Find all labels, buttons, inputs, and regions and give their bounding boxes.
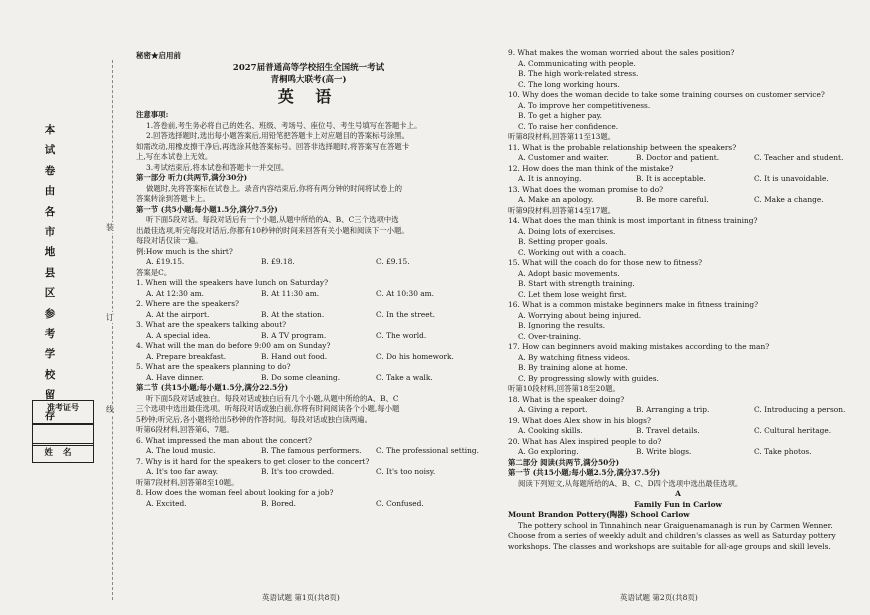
option: A. Giving a report. — [518, 405, 588, 414]
page-footer-left: 英语试题 第1页(共8页) — [262, 593, 340, 602]
listen-instruction: 听第8段材料,回答第11至13题。 — [508, 132, 616, 141]
options — [508, 405, 848, 416]
sec1-desc: 每段对话仅读一遍。 — [136, 236, 203, 245]
question — [136, 278, 481, 299]
question — [508, 258, 848, 300]
binding-char: 各 — [44, 205, 56, 218]
option: B. Bored. — [261, 498, 296, 508]
option: A. By watching fitness videos. — [518, 352, 630, 362]
question-text: 1. When will the speakers have lunch on Saturday? — [136, 278, 329, 287]
option: B. Start with strength training. — [518, 279, 635, 288]
binding-margin — [34, 120, 114, 590]
binding-char: 参 — [44, 307, 56, 320]
question-text: 13. What does the woman promise to do? — [508, 184, 664, 194]
option: A. Prepare breakfast. — [146, 351, 227, 361]
question — [508, 185, 848, 206]
sec2-desc: 听下面5段对话或独白。每段对话或独白后有几个小题,从题中所给的A、B、C — [146, 393, 399, 403]
option: B. At 11:30 am. — [261, 288, 320, 298]
option: B. Do some cleaning. — [261, 372, 341, 382]
option: B. At the station. — [261, 309, 325, 319]
question — [508, 342, 848, 384]
example-options — [136, 257, 481, 268]
sec2-heading: 第二节 (共15小题;每小题1.5分,满分22.5分) — [136, 383, 289, 392]
option: C. £9.15. — [376, 257, 410, 266]
option: B. By training alone at home. — [518, 363, 628, 372]
question-text: 11. What is the probable relationship between the speakers? — [508, 142, 737, 152]
question-text: 7. Why is it hard for the speakers to get closer to the concert? — [136, 456, 370, 466]
option: A. Make an apology. — [518, 195, 594, 204]
option: C. Introducing a person. — [754, 405, 846, 414]
exam-subtitle: 青桐鸣大联考(高一) — [270, 75, 347, 85]
option: B. The famous performers. — [261, 446, 362, 455]
question-text: 20. What has Alex inspired people to do? — [508, 436, 662, 446]
sec2-desc: 5秒钟;听完后,各小题将给出5秒钟的作答时间。每段对话或独白读两遍。 — [136, 414, 372, 424]
options — [136, 331, 481, 342]
question — [508, 164, 848, 185]
option: C. The world. — [376, 330, 427, 340]
passage-line: workshops. The classes and workshops are suitable for all-age groups and skill levels. — [508, 541, 831, 551]
binding-vertical-text — [42, 120, 58, 426]
note-line: 如需改动,用橡皮擦干净后,再选涂其他答案标号。回答非选择题时,将答案写在答题卡 — [136, 141, 410, 151]
question-text: 4. What will the man do before 9:00 am on Sunday? — [136, 341, 331, 350]
option: B. Travel details. — [636, 426, 700, 435]
options — [508, 153, 848, 164]
sec2-desc: 听第6段材料,回答第6、7题。 — [136, 425, 234, 434]
secret-mark: 秘密★启用前 — [136, 51, 181, 60]
option: C. At 10:30 am. — [376, 288, 435, 298]
passage-line: The pottery school in Tinnahinch near Graiguenamanagh is run by Carmen Wenner. — [518, 520, 833, 530]
cut-line — [112, 60, 113, 600]
option: A. To improve her competitiveness. — [518, 100, 651, 110]
option: A. It's too far away. — [146, 467, 219, 476]
binding-char: 本 — [44, 124, 56, 136]
option: C. Over-training. — [518, 331, 581, 341]
question — [508, 437, 848, 458]
binding-char: 考 — [44, 328, 56, 341]
option: C. Confused. — [376, 498, 424, 508]
option: B. The high work-related stress. — [518, 69, 639, 78]
question — [508, 416, 848, 437]
example-answer: 答案是C。 — [136, 267, 172, 277]
question — [136, 436, 481, 457]
option: C. Take a walk. — [376, 372, 433, 382]
passage-subtitle: Mount Brandon Pottery(陶器) School Carlow — [508, 510, 690, 519]
option: C. Teacher and student. — [754, 153, 844, 162]
option: C. Do his homework. — [376, 351, 454, 361]
question-text: 9. What makes the woman worried about the sales position? — [508, 48, 735, 57]
option: C. Working out with a coach. — [518, 247, 627, 257]
binding-char: 卷 — [44, 164, 56, 177]
example-question: 例:How much is the shirt? — [136, 246, 233, 256]
option: A. Excited. — [146, 498, 187, 508]
question-text: 8. How does the woman feel about looking for a job? — [136, 488, 334, 497]
option: A. Worrying about being injured. — [518, 310, 642, 320]
question-text: 5. What are the speakers planning to do? — [136, 362, 291, 371]
question-text: 2. Where are the speakers? — [136, 299, 239, 308]
options — [136, 373, 481, 384]
option: C. In the street. — [376, 309, 435, 319]
question-8 — [136, 488, 481, 509]
part2-heading: 第二部分 阅读(共两节,满分50分) — [508, 457, 620, 467]
option: B. To get a higher pay. — [518, 111, 603, 120]
binding-char: 县 — [44, 266, 56, 279]
option: A. At the airport. — [146, 309, 210, 319]
note-line: 1.答卷前,考生务必将自己的姓名、班级、考场号、座位号、考生号填写在答题卡上。 — [146, 120, 422, 130]
question-text: 12. How does the man think of the mistake? — [508, 163, 674, 173]
option: C. Cultural heritage. — [754, 426, 832, 435]
cut-word-3: 线 — [106, 405, 114, 414]
notes-heading: 注意事项: — [136, 110, 169, 119]
option: A. Customer and waiter. — [518, 153, 609, 162]
option: A. A special idea. — [146, 330, 211, 340]
option: A. It is annoying. — [518, 174, 582, 183]
part1-heading: 第一部分 听力(共两节,满分30分) — [136, 173, 248, 182]
option: A. Communicating with people. — [518, 58, 636, 68]
options — [136, 446, 481, 457]
sec1-desc: 听下面5段对话。每段对话后有一个小题,从题中所给的A、B、C三个选项中选 — [146, 215, 399, 224]
option: B. Be more careful. — [636, 195, 709, 204]
option: A. Adopt basic movements. — [518, 268, 620, 278]
options — [508, 195, 848, 206]
question-text: 3. What are the speakers talking about? — [136, 320, 287, 329]
left-column — [136, 48, 481, 509]
question — [136, 299, 481, 320]
option: A. Have dinner. — [146, 372, 204, 382]
option: C. Make a change. — [754, 195, 824, 204]
binding-char: 市 — [44, 226, 56, 239]
question — [136, 488, 481, 509]
question — [136, 320, 481, 341]
question — [508, 48, 848, 90]
options — [508, 426, 848, 437]
option: A. £19.15. — [146, 257, 185, 266]
option: B. Ignoring the results. — [518, 321, 606, 330]
cut-word-1: 装 — [106, 223, 114, 232]
question — [508, 300, 848, 342]
question-text: 17. How can beginners avoid making mistakes according to the man? — [508, 342, 770, 351]
page-footer-right: 英语试题 第2页(共8页) — [620, 593, 698, 602]
question — [508, 395, 848, 416]
question-text: 16. What is a common mistake beginners make in fitness training? — [508, 300, 759, 309]
option: B. Arranging a trip. — [636, 405, 710, 414]
sec1-heading: 第一节 (共5小题;每小题1.5分,满分7.5分) — [136, 204, 278, 214]
option: B. A TV program. — [261, 330, 327, 340]
question — [508, 216, 848, 258]
question-text: 19. What does Alex show in his blogs? — [508, 415, 651, 425]
note-line: 2.回答选择题时,选出每小题答案后,用铅笔把答题卡上对应题目的答案标号涂黑。 — [146, 131, 410, 140]
right-column — [508, 48, 848, 552]
note-line: 3.考试结束后,将本试卷和答题卡一并交回。 — [146, 162, 289, 172]
binding-char: 地 — [44, 246, 56, 259]
option: B. It is acceptable. — [636, 174, 706, 183]
part1-desc: 答案转涂到答题卡上。 — [136, 194, 210, 203]
option: B. Doctor and patient. — [636, 153, 720, 162]
question-text: 14. What does the man think is most important in fitness training? — [508, 216, 758, 225]
question — [508, 143, 848, 164]
sec2-desc: 三个选项中选出最佳选项。听每段对话或独白前,你将有时间阅读各个小题,每小题 — [136, 404, 400, 413]
part2-desc: 阅读下列短文,从每题所给的A、B、C、D四个选项中选出最佳选项。 — [518, 478, 743, 488]
option: B. Hand out food. — [261, 351, 328, 361]
binding-char: 存 — [44, 409, 56, 422]
options — [136, 310, 481, 321]
question-text: 6. What impressed the man about the concert? — [136, 435, 312, 445]
option: C. By progressing slowly with guides. — [518, 373, 659, 383]
options — [136, 289, 481, 300]
options — [136, 467, 481, 478]
passage-letter: A — [675, 489, 681, 498]
exam-title: 2027届普通高等学校招生全国统一考试 — [232, 62, 385, 73]
option: A. Cooking skills. — [518, 426, 583, 435]
binding-char: 由 — [44, 185, 56, 198]
option: A. At 12:30 am. — [146, 288, 204, 298]
binding-char: 试 — [44, 144, 56, 157]
option: B. It's too crowded. — [261, 467, 335, 476]
options — [136, 499, 481, 510]
exam-id-label: 准考证号 — [32, 400, 94, 424]
binding-char: 留 — [44, 389, 56, 402]
binding-char: 区 — [44, 287, 56, 300]
binding-char: 学 — [44, 348, 56, 361]
listen-instruction: 听第10段材料,回答第18至20题。 — [508, 384, 620, 393]
option: B. Setting proper goals. — [518, 237, 608, 246]
question — [508, 90, 848, 132]
question — [136, 457, 481, 478]
passage-line: Choose from a series of weekly adult and children's classes as well as Saturday pottery — [508, 531, 836, 540]
question-text: 15. What will the coach do for those new to fitness? — [508, 258, 703, 267]
option: B. £9.18. — [261, 257, 295, 266]
sec1-desc: 出最佳选项,听完每段对话后,你都有10秒钟的时间来回答有关小题和阅读下一小题。 — [136, 225, 409, 235]
option: A. Doing lots of exercises. — [518, 226, 616, 236]
binding-char: 校 — [44, 368, 56, 381]
listen-instruction: 听第9段材料,回答第14至17题。 — [508, 205, 616, 215]
question — [136, 362, 481, 383]
option: C. The professional setting. — [376, 446, 479, 455]
option: C. The long working hours. — [518, 79, 620, 89]
options — [136, 352, 481, 363]
option: C. Let them lose weight first. — [518, 289, 627, 299]
passage-title: Family Fun in Carlow — [634, 499, 722, 509]
options — [508, 174, 848, 185]
option: C. It is unavoidable. — [754, 174, 829, 183]
questions-6-7 — [136, 436, 481, 478]
option: A. The loud music. — [146, 446, 216, 455]
question-text: 10. Why does the woman decide to take some training courses on customer service? — [508, 90, 825, 99]
part1-desc: 做题时,先将答案标在试卷上。录音内容结束后,你将有两分钟的时间将试卷上的 — [146, 183, 402, 193]
option: C. To raise her confidence. — [518, 121, 619, 131]
questions-1-5 — [136, 278, 481, 383]
name-label: 姓名 — [32, 443, 94, 463]
question — [136, 341, 481, 362]
option: C. It's too noisy. — [376, 467, 436, 476]
option: C. Take photos. — [754, 447, 812, 456]
part2-sec1-heading: 第一节 (共15小题;每小题2.5分,满分37.5分) — [508, 468, 661, 477]
cut-word-2: 订 — [106, 313, 114, 322]
option: A. Go exploring. — [518, 447, 579, 456]
option: B. Write blogs. — [636, 447, 692, 456]
question-text: 18. What is the speaker doing? — [508, 394, 625, 404]
options — [508, 447, 848, 458]
subject-title: 英 语 — [277, 86, 340, 106]
note-line: 上,写在本试卷上无效。 — [136, 152, 213, 161]
listen-instruction: 听第7段材料,回答第8至10题。 — [136, 477, 239, 487]
